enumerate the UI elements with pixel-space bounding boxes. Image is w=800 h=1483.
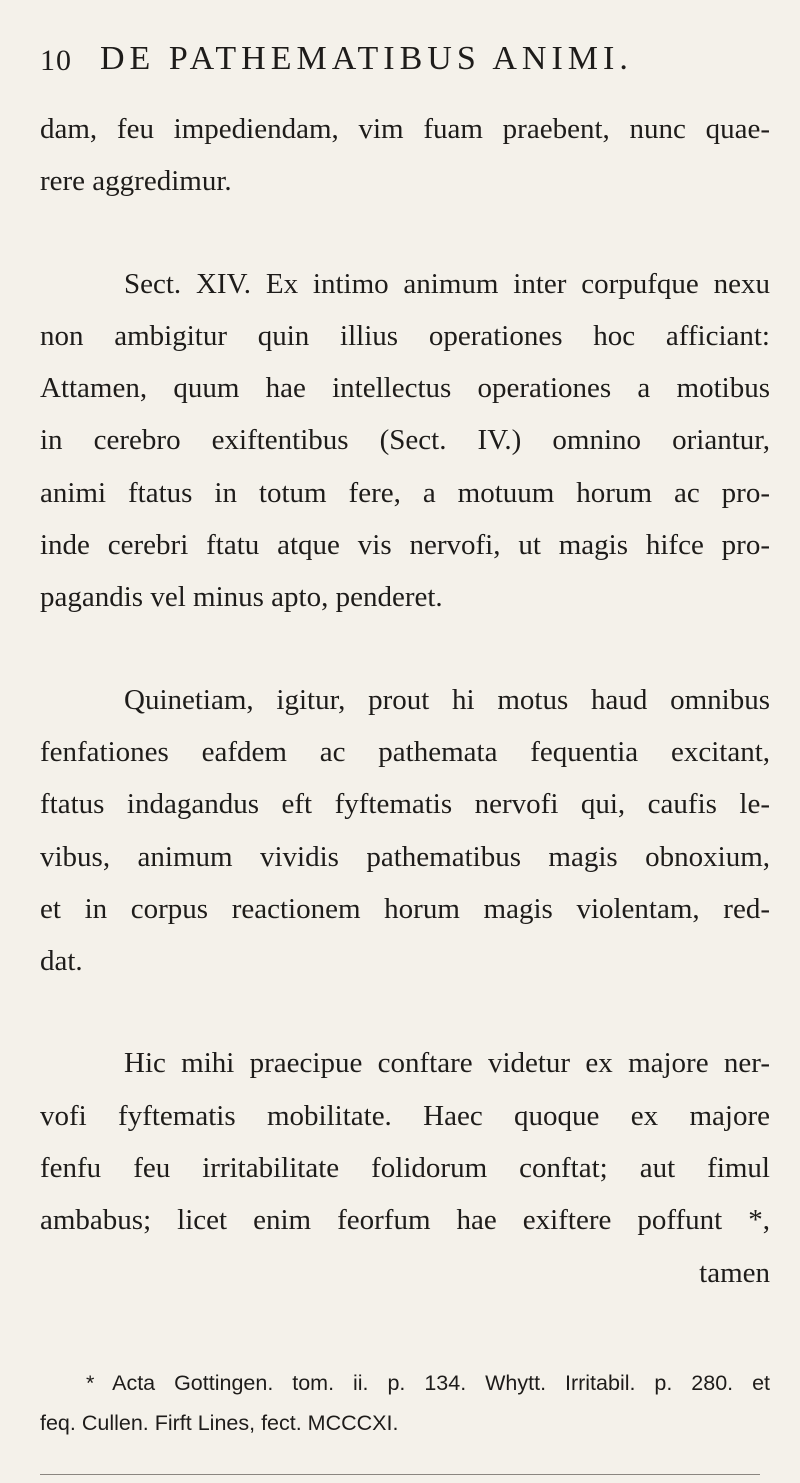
catchword: tamen xyxy=(699,1256,770,1289)
text-line: in cerebro exiftentibus (Sect. IV.) omnino oriantur, xyxy=(40,424,770,457)
text-line: dat. xyxy=(40,945,83,978)
paragraph-gap xyxy=(40,624,770,674)
paragraph xyxy=(40,1037,770,1298)
text-line: ftatus indagandus eft fyftematis nervofi qui, caufis le- xyxy=(40,788,770,821)
footnote-line: feq. Cullen. Firft Lines, fect. MCCCXI. xyxy=(40,1411,399,1435)
footnote-line: * Acta Gottingen. tom. ii. p. 134. Whytt. Irritabil. p. 280. et xyxy=(86,1371,770,1395)
paragraph-gap xyxy=(40,208,770,258)
text-line: vofi fyftematis mobilitate. Haec quoque ex majore xyxy=(40,1099,770,1132)
text-line: ambabus; licet enim feorfum hae exiftere poffunt *, xyxy=(40,1204,770,1237)
running-title: DE PATHEMATIBUS ANIMI. xyxy=(100,40,633,77)
text-line: animi ftatus in totum fere, a motuum horum ac pro- xyxy=(40,476,770,509)
text-line: Sect. XIV. Ex intimo animum inter corpufque nexu xyxy=(124,267,770,300)
text-line: Hic mihi praecipue conftare videtur ex majore ner- xyxy=(124,1047,770,1080)
footnote xyxy=(40,1363,770,1443)
text-line: fenfu feu irritabilitate folidorum conftat; aut fimul xyxy=(40,1152,770,1185)
text-line: fenfationes eafdem ac pathemata fequentia excitant, xyxy=(40,735,770,768)
text-line: pagandis vel minus apto, penderet. xyxy=(40,581,443,614)
text-line: Quinetiam, igitur, prout hi motus haud omnibus xyxy=(124,683,770,716)
text-line: et in corpus reactionem horum magis violentam, red- xyxy=(40,892,770,925)
text-line: non ambigitur quin illius operationes hoc afficiant: xyxy=(40,319,770,352)
paragraph xyxy=(40,674,770,988)
page-edge-rule xyxy=(40,1474,760,1475)
text-line: Attamen, quum hae intellectus operationes a motibus xyxy=(40,372,770,405)
text-line: rere aggredimur. xyxy=(40,165,232,198)
page-number: 10 xyxy=(40,44,72,77)
text-line: dam, feu impediendam, vim fuam praebent, nunc quae- xyxy=(40,113,770,145)
paragraph xyxy=(40,258,770,624)
text-line: vibus, animum vividis pathematibus magis obnoxium, xyxy=(40,840,770,873)
paragraph xyxy=(40,103,770,208)
paragraph-gap xyxy=(40,987,770,1037)
page-header xyxy=(40,40,760,80)
body-text xyxy=(40,103,770,1299)
text-line: inde cerebri ftatu atque vis nervofi, ut magis hifce pro- xyxy=(40,529,770,562)
